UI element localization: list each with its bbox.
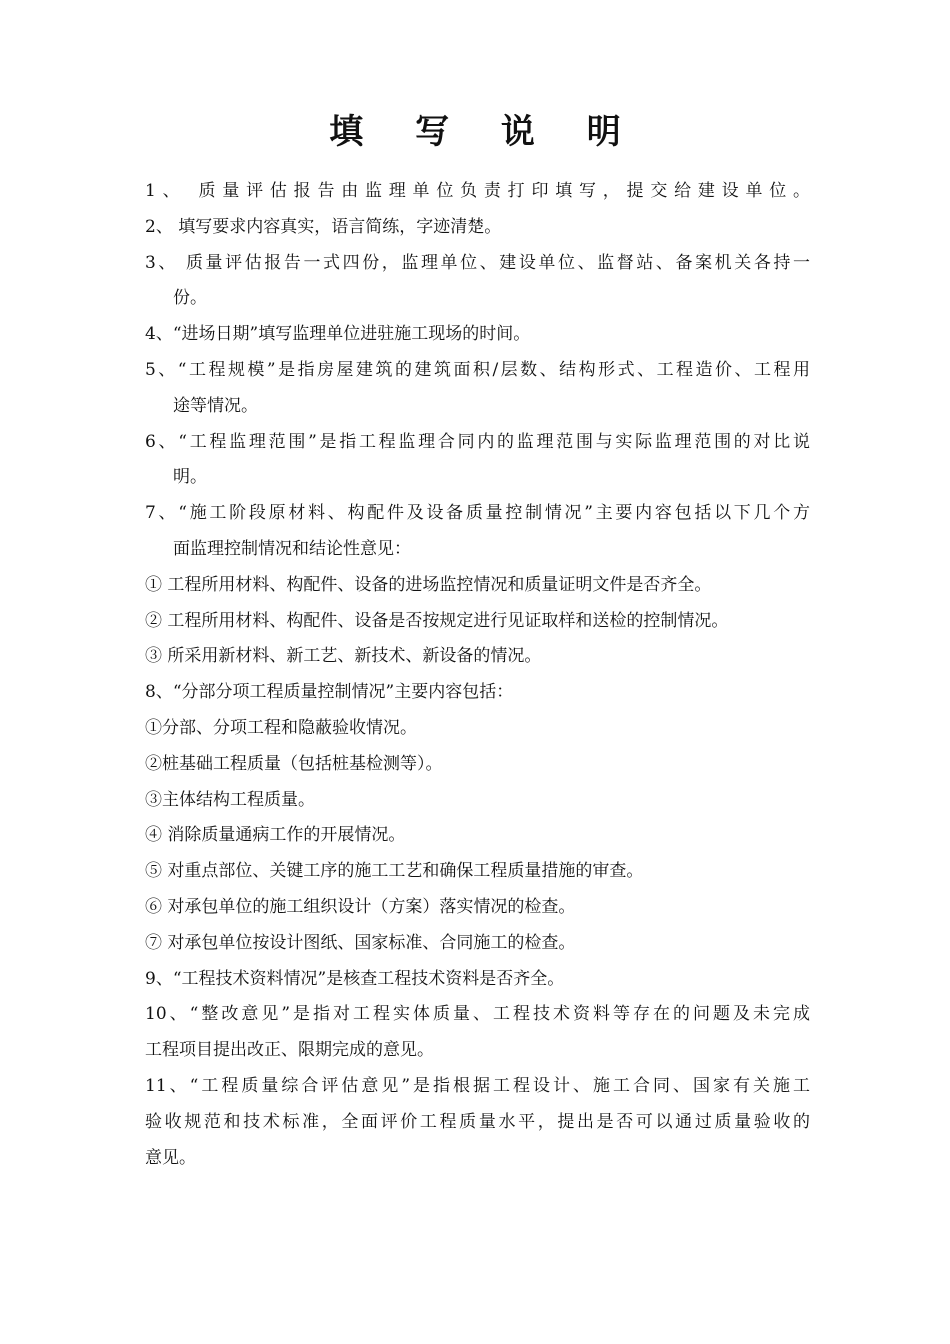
instruction-8-item-7: ⑦ 对承包单位按设计图纸、国家标准、合同施工的检查。: [145, 932, 576, 953]
instruction-5: 5、“工程规模”是指房屋建筑的建筑面积/层数、结构形式、工程造价、工程用: [145, 359, 810, 380]
instruction-6: 6、“工程监理范围”是指工程监理合同内的监理范围与实际监理范围的对比说: [145, 431, 810, 452]
instruction-10: 10、“整改意见”是指对工程实体质量、工程技术资料等存在的问题及未完成: [145, 1004, 810, 1025]
instruction-10-continued: 工程项目提出改正、限期完成的意见。: [145, 1040, 434, 1061]
instruction-8-item-2: ②桩基础工程质量（包括桩基检测等）。: [145, 753, 443, 774]
instruction-5-continued: 途等情况。: [173, 395, 258, 416]
instruction-4: 4、“进场日期”填写监理单位进驻施工现场的时间。: [145, 324, 531, 345]
instruction-8-item-6: ⑥ 对承包单位的施工组织设计（方案）落实情况的检查。: [145, 896, 576, 917]
instruction-8-item-5: ⑤ 对重点部位、关键工序的施工工艺和确保工程质量措施的审查。: [145, 861, 644, 882]
instruction-7-item-1: ① 工程所用材料、构配件、设备的进场监控情况和质量证明文件是否齐全。: [145, 574, 712, 595]
instruction-2: 2、 填写要求内容真实，语言简练，字迹清楚。: [145, 216, 502, 237]
instruction-7: 7、“施工阶段原材料、构配件及设备质量控制情况”主要内容包括以下几个方: [145, 503, 810, 524]
instruction-3-continued: 份。: [173, 288, 207, 309]
instruction-1: 1、 质量评估报告由监理单位负责打印填写，提交给建设单位。: [145, 181, 810, 201]
instructions-body: [145, 174, 810, 1176]
instruction-8-item-4: ④ 消除质量通病工作的开展情况。: [145, 825, 406, 846]
instruction-7-item-2: ② 工程所用材料、构配件、设备是否按规定进行见证取样和送检的控制情况。: [145, 610, 729, 631]
instruction-6-continued: 明。: [173, 467, 207, 488]
instruction-11-continued: 验收规范和技术标准，全面评价工程质量水平，提出是否可以通过质量验收的: [145, 1111, 810, 1132]
instruction-8-item-1: ①分部、分项工程和隐蔽验收情况。: [145, 717, 417, 738]
instruction-11: 11、“工程质量综合评估意见”是指根据工程设计、施工合同、国家有关施工: [145, 1075, 810, 1096]
instruction-7-item-3: ③ 所采用新材料、新工艺、新技术、新设备的情况。: [145, 646, 542, 667]
instruction-11-end: 意见。: [145, 1147, 196, 1168]
page-title: 填 写 说 明: [329, 112, 641, 152]
instruction-3: 3、 质量评估报告一式四份，监理单位、建设单位、监督站、备案机关各持一: [145, 252, 810, 273]
instruction-8-item-3: ③主体结构工程质量。: [145, 789, 315, 810]
instruction-9: 9、“工程技术资料情况”是核查工程技术资料是否齐全。: [145, 968, 565, 989]
instruction-8: 8、“分部分项工程质量控制情况”主要内容包括：: [145, 682, 514, 703]
instruction-7-continued: 面监理控制情况和结论性意见：: [173, 538, 411, 559]
